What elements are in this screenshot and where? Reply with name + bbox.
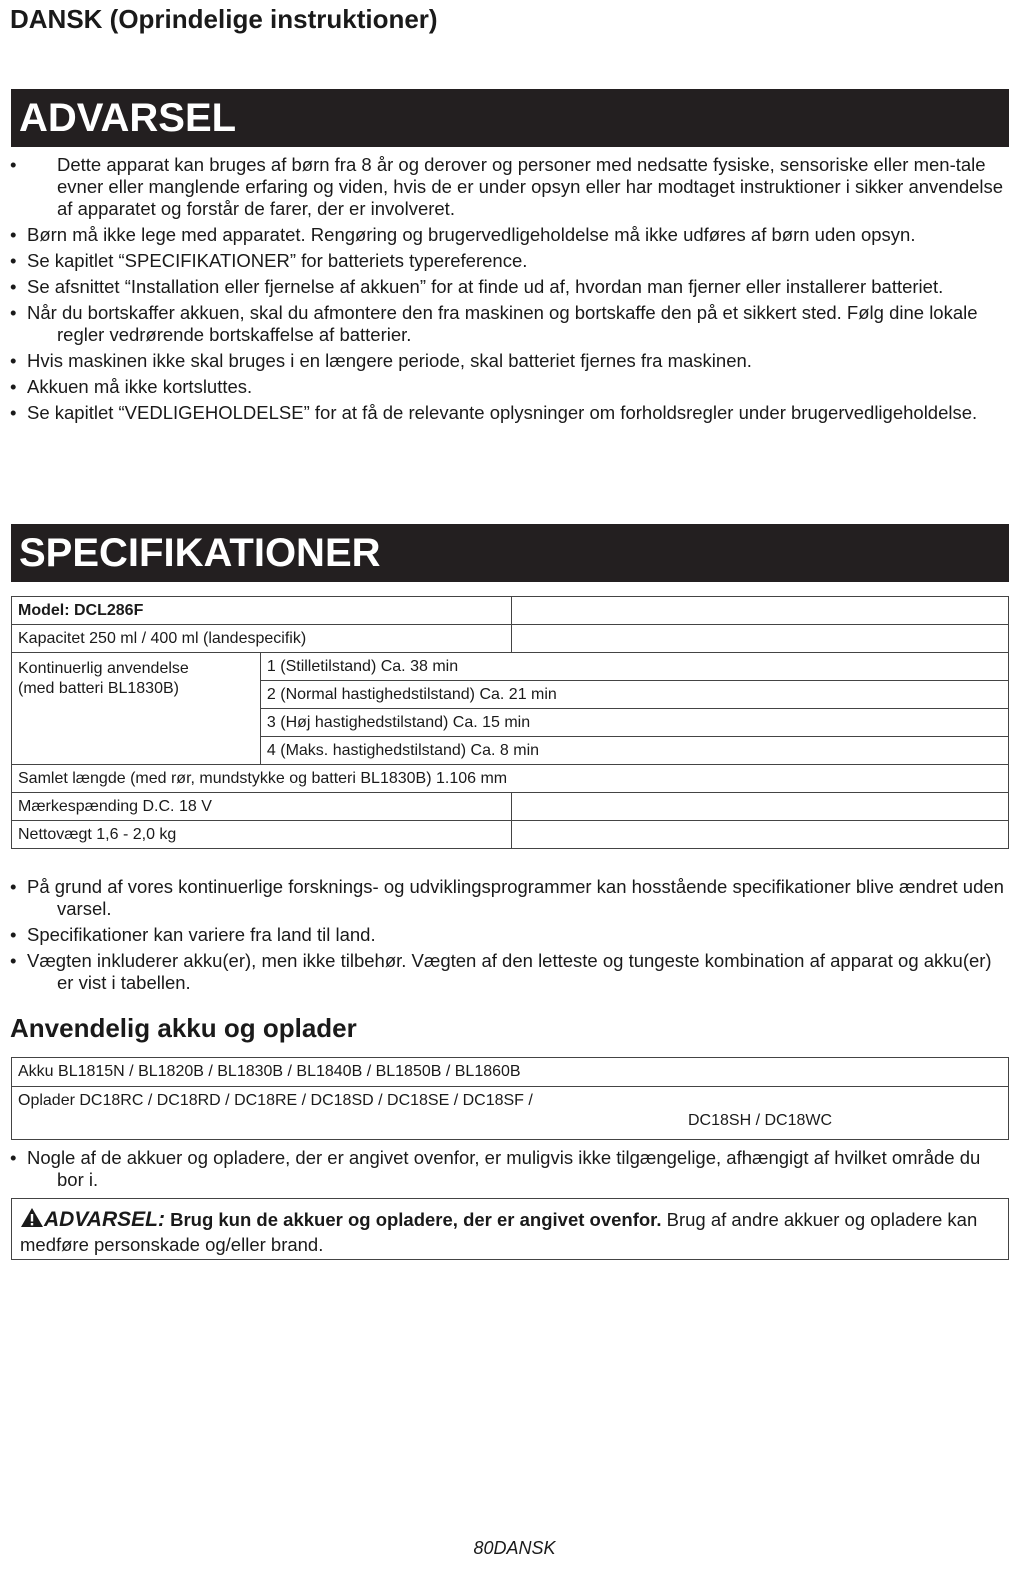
model-cell: Model: DCL286F [12,597,512,625]
continuous-use-cell [12,653,261,765]
empty-cell [511,821,1008,849]
continuous-use-battery: (med batteri BL1830B) [18,680,179,697]
list-item: • Se kapitlet “VEDLIGEHOLDELSE” for at få de relevante oplysninger om forholdsregler under brugervedligeholdelse. [10,402,978,423]
battery-charger-heading: Anvendelig akku og oplader [10,1013,357,1043]
battery-cell: Akku BL1815N / BL1820B / BL1830B / BL1840B / BL1850B / BL1860B [12,1058,1009,1087]
table-row [12,821,1009,849]
net-weight-cell: Nettovægt 1,6 - 2,0 kg [12,821,512,849]
list-item: • Vægten inkluderer akku(er), men ikke tilbehør. Vægten af den letteste og tungeste kombination af apparat og akku(er) er vist i tabellen. [10,950,992,993]
list-item: • Akkuen må ikke kortsluttes. [10,376,253,397]
empty-cell [511,625,1008,653]
list-item: • Dette apparat kan bruges af børn fra 8 år og derover og personer med nedsatte fysiske, sensoriske eller men-tale evner eller manglende erfaring og viden, hvis de er under opsyn eller har modtaget instruktioner i sikker anvendelse af apparatet og forstår de farer, der er involveret. [10,154,1004,219]
continuous-use-label: Kontinuerlig anvendelse [18,660,189,677]
warning-label: ADVARSEL: [44,1208,165,1231]
warning-text: Brug af andre akkuer og opladere kan medføre personskade og/eller brand. [20,1209,978,1255]
page-number: 80DANSK [473,1538,556,1558]
list-item: • Se afsnittet “Installation eller fjernelse af akkuen” for at finde ud af, hvordan man fjerner eller installerer batteriet. [10,276,944,297]
specifications-heading: SPECIFIKATIONER [11,524,1009,582]
specifications-table [11,596,1009,849]
table-row [12,625,1009,653]
list-item: • Nogle af de akkuer og opladere, der er angivet ovenfor, er muligvis ikke tilgængelige, afhængigt af hvilket område du bor i. [10,1147,981,1190]
document-title: DANSK (Oprindelige instruktioner) [10,4,438,34]
list-item: • På grund af vores kontinuerlige forsknings- og udviklingsprogrammer kan hosstående specifikationer blive ændret uden varsel. [10,876,1004,919]
charger-list-line-1: Oplader DC18RC / DC18RD / DC18RE / DC18SD / DC18SE / DC18SF / [18,1092,533,1109]
table-row [12,793,1009,821]
table-row [12,765,1009,793]
mode-cell: 4 (Maks. hastighedstilstand) Ca. 8 min [260,737,1008,765]
warning-list [10,154,1010,428]
mode-cell: 3 (Høj hastighedstilstand) Ca. 15 min [260,709,1008,737]
warning-triangle-icon [20,1207,44,1233]
mode-cell: 1 (Stilletilstand) Ca. 38 min [260,653,1008,681]
overall-length-cell: Samlet længde (med rør, mundstykke og batteri BL1830B) 1.106 mm [12,765,1009,793]
list-item: • Se kapitlet “SPECIFIKATIONER” for batteriets typereference. [10,250,528,271]
charger-cell [12,1087,1009,1140]
list-item: • Børn må ikke lege med apparatet. Rengøring og brugervedligeholdelse må ikke udføres af børn uden opsyn. [10,224,916,245]
empty-cell [511,793,1008,821]
warning-emphasis: Brug kun de akkuer og opladere, der er angivet ovenfor. [170,1209,662,1230]
warning-heading: ADVARSEL [11,89,1009,147]
warning-box [11,1198,1009,1260]
battery-charger-table [11,1057,1009,1140]
table-row [12,653,1009,681]
table-row [12,1058,1009,1087]
table-row [12,1087,1009,1140]
mode-cell: 2 (Normal hastighedstilstand) Ca. 21 min [260,681,1008,709]
list-item: • Når du bortskaffer akkuen, skal du afmontere den fra maskinen og bortskaffe den på et sikkert sted. Følg dine lokale regler vedrørende bortskaffelse af batterier. [10,302,978,345]
table-row [12,597,1009,625]
spec-notes-list [10,876,1010,998]
empty-cell [511,597,1008,625]
charger-list-line-2: DC18SH / DC18WC [688,1112,833,1129]
list-item: • Hvis maskinen ikke skal bruges i en længere periode, skal batteriet fjernes fra maskinen. [10,350,752,371]
list-item: • Specifikationer kan variere fra land til land. [10,924,376,945]
rated-voltage-cell: Mærkespænding D.C. 18 V [12,793,512,821]
availability-note-list [10,1147,1010,1195]
capacity-cell: Kapacitet 250 ml / 400 ml (landespecifik) [12,625,512,653]
